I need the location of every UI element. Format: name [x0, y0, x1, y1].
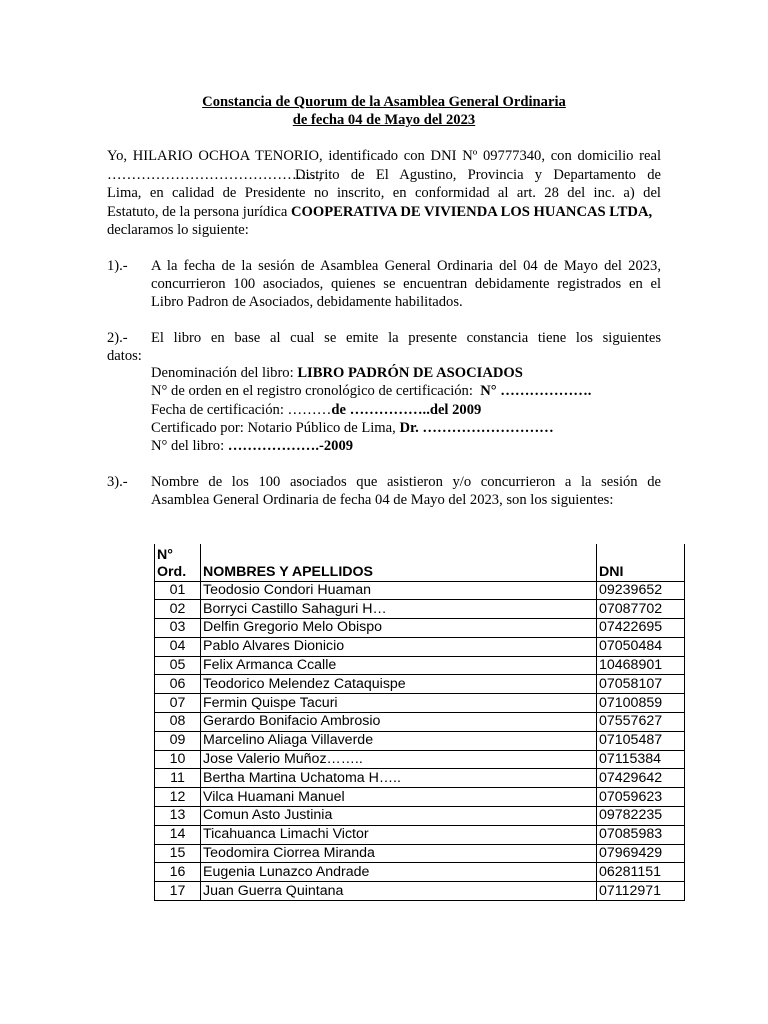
book-number-value: ……………….	[227, 438, 319, 454]
table-row	[155, 844, 685, 863]
associates-table	[154, 544, 685, 901]
item3-line-2: Asamblea General Ordinaria de fecha 04 de Mayo del 2023, son los siguientes:	[151, 492, 614, 508]
name-cell: Teodosio Condori Huaman	[201, 581, 597, 600]
item1-line-3: Libro Padron de Asociados, debidamente habilitados.	[151, 294, 463, 310]
name-cell: Teodomira Ciorrea Miranda	[201, 844, 597, 863]
order-number-cell: 16	[155, 863, 201, 882]
dni-cell: 07105487	[597, 731, 685, 750]
book-number-year: -2009	[319, 438, 354, 454]
table-row	[155, 713, 685, 732]
certification-date	[151, 401, 481, 420]
name-cell: Felix Armanca Ccalle	[201, 656, 597, 675]
dni-cell: 09239652	[597, 581, 685, 600]
table-row	[155, 600, 685, 619]
order-number-cell: 13	[155, 807, 201, 826]
book-denomination-value: LIBRO PADRÓN DE ASOCIADOS	[297, 365, 523, 381]
item2-line-2: datos:	[107, 348, 142, 364]
name-cell: Delfin Gregorio Melo Obispo	[201, 619, 597, 638]
name-cell: Borryci Castillo Sahaguri H…	[201, 600, 597, 619]
registry-order-value: N° ……………….	[480, 383, 592, 399]
dni-cell: 07050484	[597, 637, 685, 656]
dni-cell: 07085983	[597, 825, 685, 844]
table-row	[155, 882, 685, 901]
book-number-label: N° del libro:	[151, 438, 225, 454]
intro-line-5: declaramos lo siguiente:	[107, 222, 249, 238]
table-row	[155, 769, 685, 788]
dni-cell: 09782235	[597, 807, 685, 826]
certified-by	[151, 419, 554, 438]
intro-line-1: Yo, HILARIO OCHOA TENORIO, identificado con DNI Nº 09777340, con domicilio real	[107, 148, 661, 164]
table-row	[155, 807, 685, 826]
order-number-cell: 04	[155, 637, 201, 656]
order-number-cell: 11	[155, 769, 201, 788]
name-cell: Marcelino Aliaga Villaverde	[201, 731, 597, 750]
table-row	[155, 694, 685, 713]
order-number-cell: 17	[155, 882, 201, 901]
document-title-line2: de fecha 04 de Mayo del 2023	[292, 112, 476, 128]
certification-date-year: .del 2009	[426, 402, 482, 418]
table-row	[155, 788, 685, 807]
item2-line-1: El libro en base al cual se emite la presente constancia tiene los siguientes	[151, 330, 661, 346]
table-row	[155, 656, 685, 675]
item3-label: 3).-	[107, 474, 128, 490]
order-number-cell: 01	[155, 581, 201, 600]
certification-date-label: Fecha de certificación: ………	[151, 402, 332, 418]
table-row	[155, 731, 685, 750]
table-row	[155, 581, 685, 600]
name-cell: Eugenia Lunazco Andrade	[201, 863, 597, 882]
certification-date-de: de …………….	[331, 402, 427, 418]
order-number-cell: 14	[155, 825, 201, 844]
dni-cell: 07112971	[597, 882, 685, 901]
order-number-cell: 03	[155, 619, 201, 638]
order-number-cell: 10	[155, 750, 201, 769]
order-number-cell: 09	[155, 731, 201, 750]
book-denomination	[151, 364, 523, 383]
table-row	[155, 863, 685, 882]
table-row	[155, 825, 685, 844]
cooperative-name: COOPERATIVA DE VIVIENDA LOS HUANCAS LTDA,	[291, 204, 653, 220]
table-row	[155, 675, 685, 694]
table-row	[155, 619, 685, 638]
registry-order	[151, 382, 591, 401]
name-cell: Juan Guerra Quintana	[201, 882, 597, 901]
header-dni: DNI	[597, 544, 685, 581]
certified-by-label: Certificado por: Notario Público de Lima,	[151, 420, 396, 436]
order-number-cell: 05	[155, 656, 201, 675]
item2-label: 2).-	[107, 330, 128, 346]
dni-cell: 06281151	[597, 863, 685, 882]
name-cell: Pablo Alvares Dionicio	[201, 637, 597, 656]
dni-cell: 07100859	[597, 694, 685, 713]
table-row	[155, 750, 685, 769]
document-title-line1: Constancia de Quorum de la Asamblea General Ordinaria	[202, 94, 566, 110]
name-cell: Vilca Huamani Manuel	[201, 788, 597, 807]
certified-by-value: Dr. ………………………	[399, 420, 554, 436]
name-cell: Comun Asto Justinia	[201, 807, 597, 826]
order-number-cell: 08	[155, 713, 201, 732]
dni-cell: 07059623	[597, 788, 685, 807]
header-names: NOMBRES Y APELLIDOS	[201, 544, 597, 581]
intro-line-4	[107, 203, 652, 222]
dni-cell: 07969429	[597, 844, 685, 863]
table-row	[155, 637, 685, 656]
order-number-cell: 02	[155, 600, 201, 619]
dni-cell: 07557627	[597, 713, 685, 732]
order-number-cell: 15	[155, 844, 201, 863]
name-cell: Gerardo Bonifacio Ambrosio	[201, 713, 597, 732]
item1-label: 1).-	[107, 258, 128, 274]
dni-cell: 07422695	[597, 619, 685, 638]
registry-order-label: N° de orden en el registro cronológico de certificación:	[151, 383, 473, 399]
book-number	[151, 437, 353, 456]
order-number-cell: 06	[155, 675, 201, 694]
dni-cell: 10468901	[597, 656, 685, 675]
order-number-cell: 07	[155, 694, 201, 713]
intro-line-2: Distrito de El Agustino, Provincia y Departamento de	[295, 167, 661, 183]
dni-cell: 07058107	[597, 675, 685, 694]
name-cell: Ticahuanca Limachi Victor	[201, 825, 597, 844]
item1-line-1: A la fecha de la sesión de Asamblea General Ordinaria del 04 de Mayo del 2023,	[151, 258, 661, 274]
book-denomination-label: Denominación del libro:	[151, 365, 294, 381]
header-order-number: N° Ord.	[155, 544, 201, 581]
name-cell: Teodorico Melendez Cataquispe	[201, 675, 597, 694]
name-cell: Jose Valerio Muñoz……..	[201, 750, 597, 769]
intro-line-2-dots: ……………………………………..,	[107, 167, 323, 183]
dni-cell: 07115384	[597, 750, 685, 769]
item1-line-2: concurrieron 100 asociados, quienes se encuentran debidamente registrados en el	[151, 276, 661, 292]
order-number-cell: 12	[155, 788, 201, 807]
intro-line-4-text: Estatuto, de la persona jurídica	[107, 204, 288, 220]
dni-cell: 07087702	[597, 600, 685, 619]
item3-line-1: Nombre de los 100 asociados que asistieron y/o concurrieron a la sesión de	[151, 474, 661, 490]
name-cell: Fermin Quispe Tacuri	[201, 694, 597, 713]
table-header-row	[155, 544, 685, 581]
name-cell: Bertha Martina Uchatoma H…..	[201, 769, 597, 788]
intro-line-3: Lima, en calidad de Presidente no inscrito, en conformidad al art. 28 del inc. a) del	[107, 185, 661, 201]
dni-cell: 07429642	[597, 769, 685, 788]
